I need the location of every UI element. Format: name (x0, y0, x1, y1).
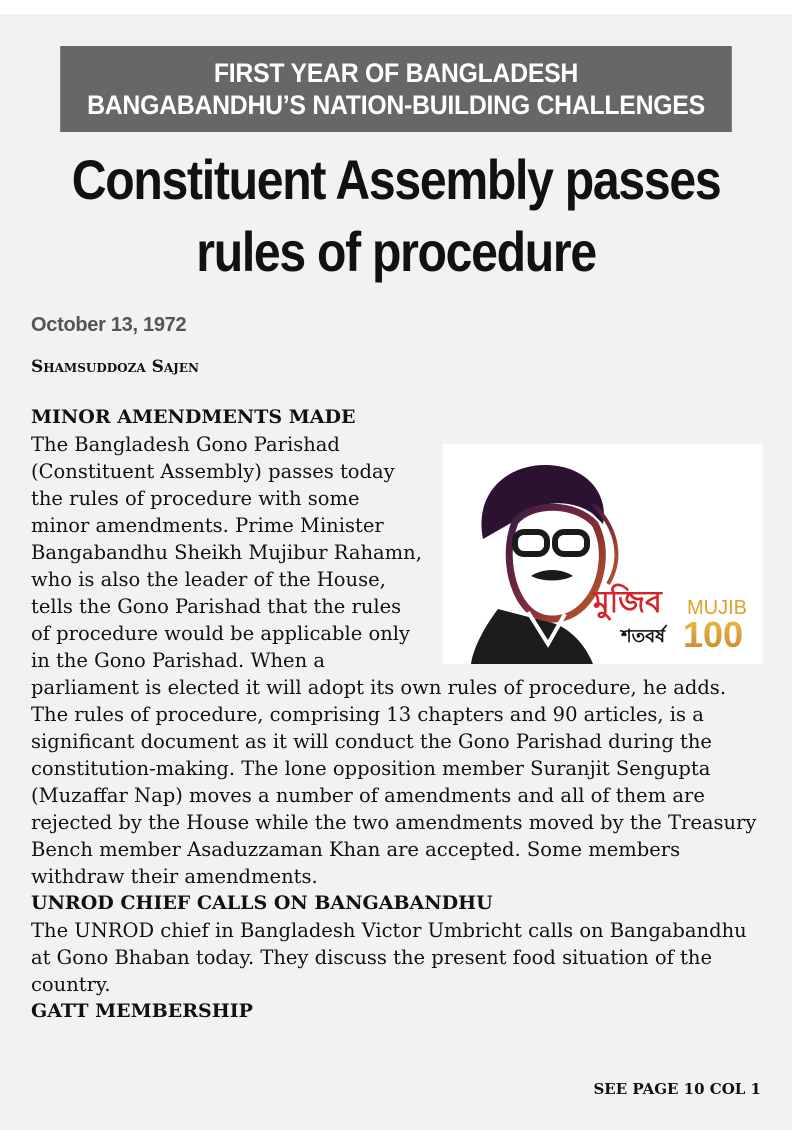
subhead-unrod-chief: UNROD CHIEF CALLS ON BANGABANDHU (31, 892, 493, 914)
subhead-gatt-membership: GATT MEMBERSHIP (31, 1000, 253, 1022)
portrait-glasses-right (555, 532, 587, 554)
section-banner (60, 46, 732, 132)
article-body (31, 404, 763, 1025)
subhead-minor-amendments: MINOR AMENDMENTS MADE (31, 406, 356, 428)
paragraph-unrod-chief: The UNROD chief in Bangladesh Victor Umbricht calls on Bangabandhu at Gono Bhaban today. They discuss the present food situation of the country. (31, 919, 747, 996)
paragraph-minor-amendments (31, 431, 763, 890)
headline-line-1: Constituent Assembly passes (71, 148, 721, 211)
author-byline: Shamsuddoza Sajen (31, 357, 199, 377)
banner-line-1: FIRST YEAR OF BANGLADESH (213, 58, 579, 88)
continued-reference: SEE PAGE 10 COL 1 (593, 1080, 761, 1098)
logo-bengali-top: মুজিব (593, 585, 662, 620)
portrait-moustache (531, 570, 573, 581)
headline-line-2: rules of procedure (196, 220, 596, 283)
banner-line-2: BANGABANDHU’S NATION-BUILDING CHALLENGES (87, 90, 705, 120)
portrait-hair-shape (481, 465, 603, 539)
portrait-face-shape (509, 507, 602, 619)
portrait-glasses-left (515, 532, 547, 554)
logo-latin-word: MUJIB (687, 597, 747, 619)
logo-number: 100 (683, 614, 744, 655)
mujib-100-logo-image (443, 444, 763, 664)
logo-bengali-bottom: শতবর্ষ (621, 626, 666, 647)
article-page (0, 14, 792, 1130)
mujib-100-logo-svg (443, 444, 763, 664)
headline (0, 144, 792, 288)
paragraph-text: The Bangladesh Gono Parishad (Constituent Assembly) passes today the rules of procedure with some minor amendments. Prime Minister Bangabandhu Sheikh Mujibur Rahamn, who is also the leader of the House, tells the Gono Parishad that the rules of procedure would be applicable only in the Gono Parishad. When a parliament is elected it will adopt its own rules of procedure, he adds. The rules of procedure, comprising 13 chapters and 90 articles, is a significant document as it will conduct the Gono Parishad during the constitution-making. The lone opposition member Suranjit Sengupta (Muzaffar Nap) moves a number of amendments and all of them are rejected by the House while the two amendments moved by the Treasury Bench member Asaduzzaman Khan are accepted. Some members withdraw their amendments. (31, 433, 757, 888)
article-date: October 13, 1972 (31, 314, 187, 336)
